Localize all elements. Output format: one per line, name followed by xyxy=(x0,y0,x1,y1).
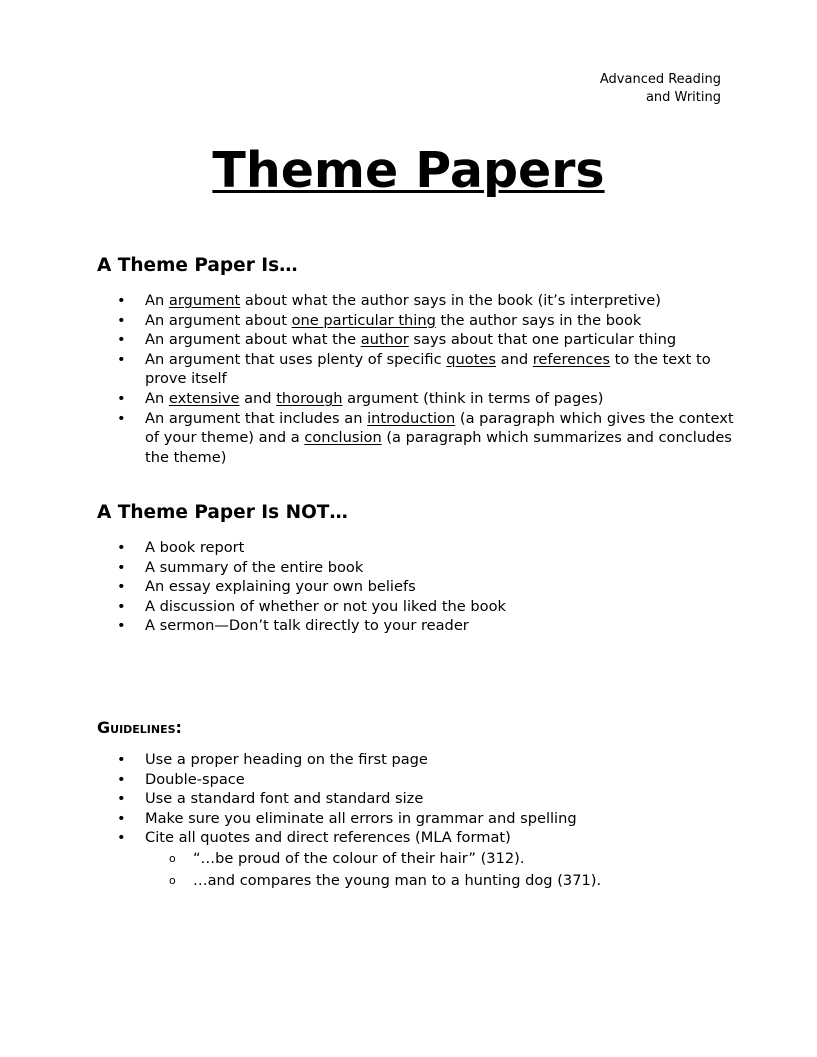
text: says about that one particular thing xyxy=(408,331,677,349)
bullet-icon: • xyxy=(117,311,126,329)
list-item xyxy=(97,558,737,578)
underlined-text: author xyxy=(360,331,409,349)
text: (a paragraph which gives the context of your theme) and a xyxy=(145,409,734,447)
bullet-icon: • xyxy=(117,578,126,596)
list-item xyxy=(97,789,737,809)
section-heading-is-not: A Theme Paper Is NOT… xyxy=(97,502,348,523)
list-item xyxy=(97,330,737,350)
underlined-text: extensive xyxy=(168,389,240,407)
course-header xyxy=(600,71,721,107)
underlined-text: conclusion xyxy=(304,429,382,447)
bullet-icon: • xyxy=(117,751,126,768)
bullet-icon: • xyxy=(117,409,126,427)
list-item xyxy=(97,770,737,790)
text: Make sure you eliminate all errors in grammar and spelling xyxy=(145,809,577,827)
underlined-text: references xyxy=(532,350,611,368)
list-item xyxy=(97,389,737,409)
section-heading-guidelines: Guidelines: xyxy=(97,718,182,737)
list-theme-paper-is xyxy=(97,291,737,467)
bullet-icon: • xyxy=(117,539,126,556)
list-item xyxy=(97,291,737,311)
bullet-icon: • xyxy=(117,809,126,827)
bullet-icon: • xyxy=(117,770,126,788)
text: (a paragraph which summarizes and concludes the theme) xyxy=(145,429,732,466)
list-item xyxy=(97,311,737,331)
circle-bullet-icon: o xyxy=(169,873,176,887)
text: the author says in the book xyxy=(435,311,642,329)
list-item xyxy=(97,616,737,636)
bullet-icon: • xyxy=(117,829,126,847)
bullet-icon: • xyxy=(117,617,126,635)
list-item xyxy=(97,750,737,770)
citation-examples xyxy=(145,848,737,892)
text: Double-space xyxy=(145,770,245,788)
text: Use a standard font and standard size xyxy=(145,790,424,808)
list-item xyxy=(97,577,737,597)
page-title xyxy=(0,141,817,201)
bullet-icon: • xyxy=(117,389,126,407)
list-theme-paper-is-not xyxy=(97,538,737,636)
course-line-1: Advanced Reading xyxy=(599,72,721,87)
text: Cite all quotes and direct references (MLA format) xyxy=(145,829,511,847)
text: “…be proud of the colour of their hair” (312). xyxy=(193,849,525,867)
list-item xyxy=(97,828,737,892)
text: A sermon—Don’t talk directly to your reader xyxy=(145,617,469,635)
text: An xyxy=(145,389,169,407)
list-item xyxy=(145,870,737,892)
text: A summary of the entire book xyxy=(145,558,364,576)
text: argument (think in terms of pages) xyxy=(342,389,604,407)
circle-bullet-icon: o xyxy=(169,851,176,865)
text: An xyxy=(145,292,169,309)
text: An argument about xyxy=(145,311,292,329)
text: to the text to prove itself xyxy=(145,350,711,388)
course-line-2: and Writing xyxy=(645,90,721,105)
underlined-text: quotes xyxy=(446,350,497,368)
underlined-text: thorough xyxy=(276,389,343,407)
bullet-icon: • xyxy=(117,597,126,615)
bullet-icon: • xyxy=(117,350,126,368)
text: An essay explaining your own beliefs xyxy=(145,578,416,596)
list-guidelines xyxy=(97,750,737,892)
bullet-icon: • xyxy=(117,331,126,349)
text: and xyxy=(239,389,277,407)
list-item xyxy=(97,409,737,468)
list-item xyxy=(97,538,737,558)
text: An argument that uses plenty of specific xyxy=(145,350,447,368)
bullet-icon: • xyxy=(117,790,126,808)
list-item xyxy=(97,597,737,617)
page-title-text: Theme Papers xyxy=(212,142,605,199)
text: …and compares the young man to a hunting dog (371). xyxy=(193,871,602,889)
text: An argument about what the xyxy=(145,331,361,349)
text: Use a proper heading on the first page xyxy=(145,751,428,768)
section-heading-is: A Theme Paper Is… xyxy=(97,255,298,276)
list-item xyxy=(97,350,737,389)
underlined-text: one particular thing xyxy=(291,311,436,329)
underlined-text: argument xyxy=(168,292,241,309)
underlined-text: introduction xyxy=(367,409,456,427)
text: An argument that includes an xyxy=(145,409,368,427)
bullet-icon: • xyxy=(117,558,126,576)
list-item xyxy=(145,848,737,870)
text: A book report xyxy=(145,539,245,556)
list-item xyxy=(97,809,737,829)
bullet-icon: • xyxy=(117,292,126,309)
text: A discussion of whether or not you liked the book xyxy=(145,597,506,615)
text: and xyxy=(496,350,533,368)
text: about what the author says in the book (it’s interpretive) xyxy=(240,292,661,309)
